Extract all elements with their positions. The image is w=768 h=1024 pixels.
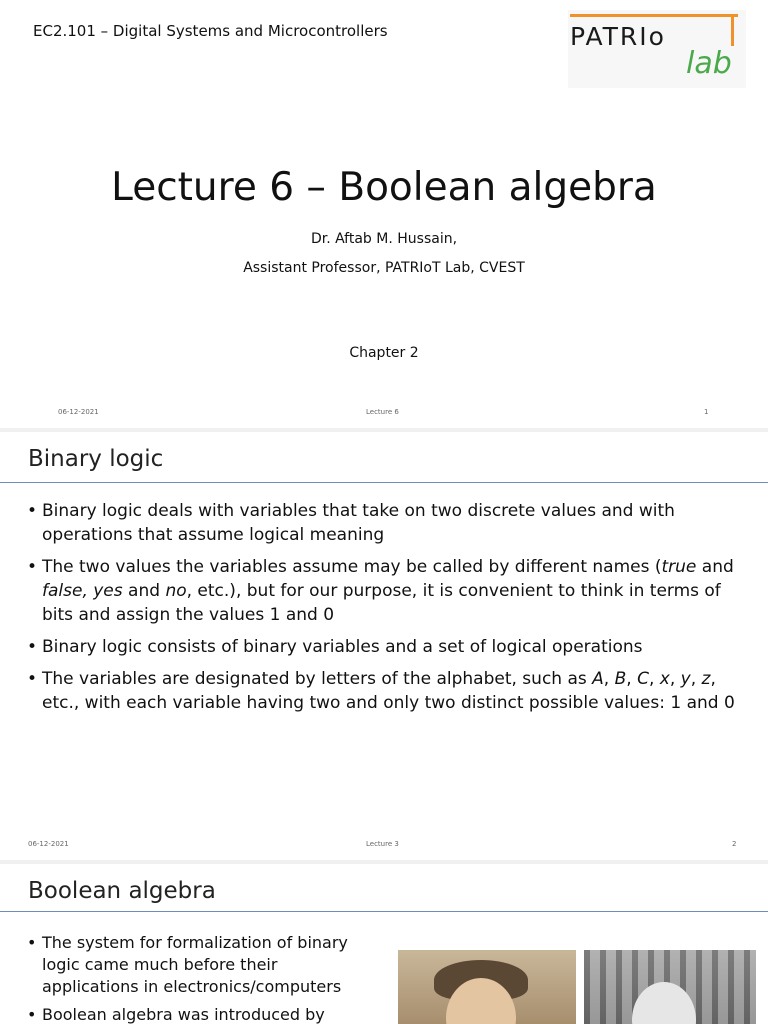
chapter-label: Chapter 2 — [349, 345, 419, 361]
footer-date: 06-12-2021 — [58, 408, 99, 416]
slide-title: Binary logic — [28, 446, 164, 472]
footer-page-number: 2 — [732, 840, 737, 848]
portrait-photo — [584, 950, 756, 1024]
bullet-list — [27, 932, 372, 1024]
author-role: Assistant Professor, PATRIoT Lab, CVEST — [243, 260, 525, 276]
lecture-title: Lecture 6 – Boolean algebra — [111, 165, 657, 210]
slide-title: Boolean algebra — [28, 878, 216, 904]
bullet-item: • Binary logic deals with variables that take on two discrete values and with operations that assume logical meaning — [27, 499, 747, 547]
footer-page-number: 1 — [704, 408, 709, 416]
title-rule — [0, 482, 768, 483]
footer-lecture: Lecture 6 — [366, 408, 399, 416]
bullet-item: • Binary logic consists of binary variables and a set of logical operations — [27, 635, 747, 659]
boolean-algebra-slide — [0, 864, 768, 1024]
bullet-list — [27, 499, 747, 723]
logo-lab-text: lab — [686, 46, 732, 81]
bullet-item: • Boolean algebra was introduced by — [27, 1004, 372, 1024]
portrait-photo — [398, 950, 576, 1024]
bullet-item: • The variables are designated by letters of the alphabet, such as A, B, C, x, y, z, etc., with each variable having two and only two distinct possible values: 1 and 0 — [27, 667, 747, 715]
author-name: Dr. Aftab M. Hussain, — [310, 231, 458, 247]
binary-logic-slide — [0, 432, 768, 860]
patriot-lab-logo — [568, 10, 746, 88]
course-header: EC2.101 – Digital Systems and Microcontrollers — [33, 22, 388, 40]
logo-t-stem — [731, 14, 734, 46]
bullet-item: • The system for formalization of binary logic came much before their applications in electronics/computers — [27, 932, 372, 998]
footer-date: 06-12-2021 — [28, 840, 69, 848]
logo-bar — [570, 14, 738, 17]
title-rule — [0, 911, 768, 912]
bullet-item: • The two values the variables assume may be called by different names (true and false, yes and no, etc.), but for our purpose, it is convenient to think in terms of bits and assign the values 1 and 0 — [27, 555, 747, 627]
logo-wordmark: PATRIo — [570, 22, 666, 51]
footer-lecture: Lecture 3 — [366, 840, 399, 848]
title-slide — [0, 0, 768, 428]
